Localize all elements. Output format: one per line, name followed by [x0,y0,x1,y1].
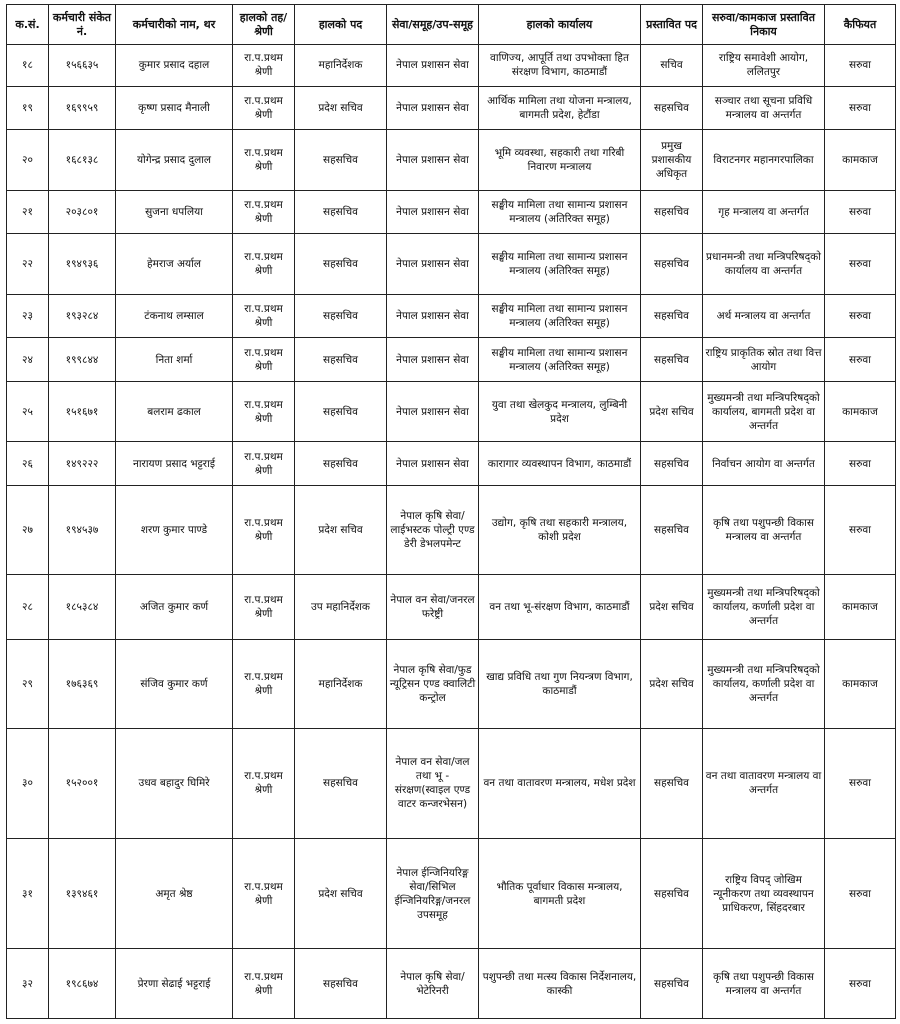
cell-current-level: रा.प.प्रथम श्रेणी [233,382,295,442]
cell-current-level: रा.प.प्रथम श्रेणी [233,486,295,574]
table-row [7,190,896,234]
cell-proposed-body: राष्ट्रिय समावेशी आयोग, ललितपुर [703,45,825,87]
cell-employee-name: अजित कुमार कर्ण [116,574,233,640]
cell-current-office: उद्योग, कृषि तथा सहकारी मन्त्रालय, कोशी प्रदेश [479,486,641,574]
cell-employee-name: नारायण प्रसाद भट्टराई [116,442,233,486]
cell-service-group: नेपाल प्रशासन सेवा [387,45,479,87]
cell-current-post: सहसचिव [295,442,387,486]
cell-proposed-post: प्रदेश सचिव [641,382,703,442]
cell-employee-code: १६८१३८ [49,130,116,190]
transfer-table [6,4,896,1019]
cell-service-group: नेपाल कृषि सेवा/फुड न्यूट्रिसन एण्ड क्वालिटी कन्ट्रोल [387,640,479,728]
cell-current-office: वाणिज्य, आपूर्ति तथा उपभोक्ता हित संरक्षण विभाग, काठमाडौं [479,45,641,87]
cell-employee-code: १६९९५९ [49,86,116,130]
cell-employee-code: १५२००१ [49,728,116,838]
cell-proposed-post: सहसचिव [641,728,703,838]
cell-remarks: सरुवा [825,190,896,234]
cell-current-office: भूमि व्यवस्था, सहकारी तथा गरिबी निवारण मन्त्रालय [479,130,641,190]
cell-remarks: कामकाज [825,640,896,728]
cell-current-level: रा.प.प्रथम श्रेणी [233,949,295,1019]
cell-current-level: रा.प.प्रथम श्रेणी [233,640,295,728]
cell-remarks: सरुवा [825,45,896,87]
cell-service-group: नेपाल कृषि सेवा/लाईभस्टक पोल्ट्री एण्ड डेरी डेभलपमेन्ट [387,486,479,574]
table-row [7,640,896,728]
cell-remarks: सरुवा [825,949,896,1019]
cell-proposed-post: सहसचिव [641,86,703,130]
cell-proposed-post: सहसचिव [641,486,703,574]
cell-proposed-post: सहसचिव [641,234,703,294]
cell-employee-name: योगेन्द्र प्रसाद दुलाल [116,130,233,190]
cell-employee-name: सुजना धपलिया [116,190,233,234]
cell-current-post: प्रदेश सचिव [295,838,387,948]
header-proposed-post: प्रस्तावित पद [641,5,703,45]
cell-proposed-body: मुख्यमन्त्री तथा मन्त्रिपरिषद्को कार्यालय, कर्णाली प्रदेश वा अन्तर्गत [703,574,825,640]
cell-serial: २८ [7,574,49,640]
cell-service-group: नेपाल प्रशासन सेवा [387,86,479,130]
cell-current-office: पशुपन्छी तथा मत्स्य विकास निर्देशनालय, कास्की [479,949,641,1019]
cell-current-office: खाद्य प्रविधि तथा गुण नियन्त्रण विभाग, काठमाडौं [479,640,641,728]
cell-current-post: महानिर्देशक [295,45,387,87]
cell-current-post: सहसचिव [295,728,387,838]
table-row [7,949,896,1019]
cell-current-level: रा.प.प्रथम श्रेणी [233,190,295,234]
cell-service-group: नेपाल प्रशासन सेवा [387,190,479,234]
cell-employee-name: कृष्ण प्रसाद मैनाली [116,86,233,130]
cell-current-level: रा.प.प्रथम श्रेणी [233,838,295,948]
header-current-post: हालको पद [295,5,387,45]
cell-service-group: नेपाल वन सेवा/जनरल फरेष्ट्री [387,574,479,640]
cell-current-post: सहसचिव [295,382,387,442]
header-serial: क.सं. [7,5,49,45]
cell-employee-name: अमृत श्रेष्ठ [116,838,233,948]
cell-proposed-body: कृषि तथा पशुपन्छी विकास मन्त्रालय वा अन्तर्गत [703,486,825,574]
cell-employee-name: कुमार प्रसाद दहाल [116,45,233,87]
cell-serial: १८ [7,45,49,87]
cell-proposed-post: प्रमुख प्रशासकीय अधिकृत [641,130,703,190]
cell-current-post: सहसचिव [295,130,387,190]
cell-proposed-post: सहसचिव [641,294,703,338]
cell-current-office: सङ्घीय मामिला तथा सामान्य प्रशासन मन्त्रालय (अतिरिक्त समूह) [479,338,641,382]
cell-service-group: नेपाल कृषि सेवा/भेटेरिनरी [387,949,479,1019]
cell-proposed-post: सहसचिव [641,190,703,234]
cell-proposed-body: प्रधानमन्त्री तथा मन्त्रिपरिषद्को कार्यालय वा अन्तर्गत [703,234,825,294]
cell-employee-name: निता शर्मा [116,338,233,382]
cell-proposed-post: प्रदेश सचिव [641,574,703,640]
cell-current-office: भौतिक पूर्वाधार विकास मन्त्रालय, बागमती प्रदेश [479,838,641,948]
cell-employee-name: संजिव कुमार कर्ण [116,640,233,728]
cell-current-office: सङ्घीय मामिला तथा सामान्य प्रशासन मन्त्रालय (अतिरिक्त समूह) [479,294,641,338]
cell-serial: २७ [7,486,49,574]
cell-employee-code: १९३२८४ [49,294,116,338]
cell-service-group: नेपाल वन सेवा/जल तथा भू - संरक्षण(स्वाइल एण्ड वाटर कन्जरभेसन) [387,728,479,838]
cell-employee-code: १८५३८४ [49,574,116,640]
cell-remarks: सरुवा [825,294,896,338]
cell-current-post: सहसचिव [295,190,387,234]
cell-current-post: सहसचिव [295,338,387,382]
cell-proposed-body: मुख्यमन्त्री तथा मन्त्रिपरिषद्को कार्यालय, बागमती प्रदेश वा अन्तर्गत [703,382,825,442]
cell-proposed-post: सहसचिव [641,442,703,486]
header-current-office: हालको कार्यालय [479,5,641,45]
cell-employee-name: उधव बहादुर घिमिरे [116,728,233,838]
cell-employee-code: १४९२२२ [49,442,116,486]
cell-employee-code: २०३८०१ [49,190,116,234]
cell-proposed-post: सहसचिव [641,949,703,1019]
cell-employee-name: बलराम ढकाल [116,382,233,442]
cell-current-post: प्रदेश सचिव [295,486,387,574]
header-employee-name: कर्मचारीको नाम, थर [116,5,233,45]
cell-service-group: नेपाल प्रशासन सेवा [387,234,479,294]
cell-remarks: सरुवा [825,486,896,574]
cell-service-group: नेपाल प्रशासन सेवा [387,338,479,382]
cell-remarks: सरुवा [825,442,896,486]
cell-employee-code: १९४९३६ [49,234,116,294]
cell-current-post: प्रदेश सचिव [295,86,387,130]
cell-current-level: रा.प.प्रथम श्रेणी [233,45,295,87]
cell-serial: ३० [7,728,49,838]
cell-remarks: सरुवा [825,838,896,948]
cell-proposed-body: गृह मन्त्रालय वा अन्तर्गत [703,190,825,234]
header-service-group: सेवा/समूह/उप-समूह [387,5,479,45]
cell-employee-code: १९९८४४ [49,338,116,382]
cell-employee-name: टंकनाथ लम्साल [116,294,233,338]
cell-serial: २९ [7,640,49,728]
cell-service-group: नेपाल प्रशासन सेवा [387,130,479,190]
table-row [7,130,896,190]
cell-current-post: सहसचिव [295,294,387,338]
cell-current-level: रा.प.प्रथम श्रेणी [233,442,295,486]
cell-proposed-body: निर्वाचन आयोग वा अन्तर्गत [703,442,825,486]
cell-remarks: कामकाज [825,382,896,442]
cell-employee-code: १९८६७४ [49,949,116,1019]
table-row [7,338,896,382]
cell-current-post: सहसचिव [295,234,387,294]
cell-serial: ३२ [7,949,49,1019]
cell-serial: २३ [7,294,49,338]
cell-current-level: रा.प.प्रथम श्रेणी [233,130,295,190]
cell-current-office: युवा तथा खेलकुद मन्त्रालय, लुम्बिनी प्रदेश [479,382,641,442]
cell-serial: १९ [7,86,49,130]
cell-serial: २६ [7,442,49,486]
cell-proposed-body: वन तथा वातावरण मन्त्रालय वा अन्तर्गत [703,728,825,838]
cell-remarks: सरुवा [825,728,896,838]
cell-proposed-body: विराटनगर महानगरपालिका [703,130,825,190]
header-current-level: हालको तह/श्रेणी [233,5,295,45]
cell-current-office: सङ्घीय मामिला तथा सामान्य प्रशासन मन्त्रालय (अतिरिक्त समूह) [479,190,641,234]
cell-current-level: रा.प.प्रथम श्रेणी [233,86,295,130]
table-row [7,728,896,838]
cell-proposed-post: सहसचिव [641,838,703,948]
cell-proposed-body: राष्ट्रिय विपद् जोखिम न्यूनीकरण तथा व्यवस्थापन प्राधिकरण, सिंहदरबार [703,838,825,948]
table-row [7,86,896,130]
cell-proposed-body: सञ्चार तथा सूचना प्रविधि मन्त्रालय वा अन्तर्गत [703,86,825,130]
cell-employee-code: १७६३६९ [49,640,116,728]
cell-current-office: वन तथा भू-संरक्षण विभाग, काठमाडौं [479,574,641,640]
cell-current-level: रा.प.प्रथम श्रेणी [233,574,295,640]
cell-service-group: नेपाल प्रशासन सेवा [387,382,479,442]
cell-service-group: नेपाल प्रशासन सेवा [387,294,479,338]
cell-current-office: कारागार व्यवस्थापन विभाग, काठमाडौं [479,442,641,486]
cell-service-group: नेपाल ईन्जिनियरिङ्ग सेवा/सिभिल ईन्जिनियरिङ्ग/जनरल उपसमूह [387,838,479,948]
table-row [7,574,896,640]
cell-proposed-post: सचिव [641,45,703,87]
cell-current-level: रा.प.प्रथम श्रेणी [233,338,295,382]
cell-current-post: उप महानिर्देशक [295,574,387,640]
cell-remarks: सरुवा [825,86,896,130]
cell-proposed-body: मुख्यमन्त्री तथा मन्त्रिपरिषद्को कार्यालय, कर्णाली प्रदेश वा अन्तर्गत [703,640,825,728]
table-row [7,442,896,486]
table-row [7,382,896,442]
cell-employee-code: १५१६७१ [49,382,116,442]
cell-employee-name: प्रेरणा सेढाई भट्टराई [116,949,233,1019]
cell-current-level: रा.प.प्रथम श्रेणी [233,234,295,294]
cell-employee-code: १९४५३७ [49,486,116,574]
cell-service-group: नेपाल प्रशासन सेवा [387,442,479,486]
cell-serial: २५ [7,382,49,442]
cell-proposed-body: राष्ट्रिय प्राकृतिक स्रोत तथा वित्त आयोग [703,338,825,382]
table-row [7,486,896,574]
table-row [7,838,896,948]
cell-remarks: सरुवा [825,338,896,382]
cell-proposed-body: कृषि तथा पशुपन्छी विकास मन्त्रालय वा अन्तर्गत [703,949,825,1019]
cell-current-post: सहसचिव [295,949,387,1019]
table-row [7,234,896,294]
cell-proposed-body: अर्थ मन्त्रालय वा अन्तर्गत [703,294,825,338]
cell-serial: २० [7,130,49,190]
cell-current-level: रा.प.प्रथम श्रेणी [233,728,295,838]
cell-current-post: महानिर्देशक [295,640,387,728]
cell-employee-name: शरण कुमार पाण्डे [116,486,233,574]
cell-serial: २१ [7,190,49,234]
cell-serial: ३१ [7,838,49,948]
table-row [7,45,896,87]
cell-proposed-post: प्रदेश सचिव [641,640,703,728]
cell-employee-code: १५६६३५ [49,45,116,87]
cell-employee-code: १३९४६१ [49,838,116,948]
cell-current-office: वन तथा वातावरण मन्त्रालय, मधेश प्रदेश [479,728,641,838]
header-remarks: कैफियत [825,5,896,45]
cell-serial: २४ [7,338,49,382]
cell-remarks: सरुवा [825,234,896,294]
cell-current-office: आर्थिक मामिला तथा योजना मन्त्रालय, बागमती प्रदेश, हेटौंडा [479,86,641,130]
header-employee-code: कर्मचारी संकेत नं. [49,5,116,45]
cell-current-office: सङ्घीय मामिला तथा सामान्य प्रशासन मन्त्रालय (अतिरिक्त समूह) [479,234,641,294]
cell-remarks: कामकाज [825,130,896,190]
cell-proposed-post: सहसचिव [641,338,703,382]
header-row [7,5,896,45]
cell-serial: २२ [7,234,49,294]
table-row [7,294,896,338]
cell-remarks: कामकाज [825,574,896,640]
cell-employee-name: हेमराज अर्याल [116,234,233,294]
cell-current-level: रा.प.प्रथम श्रेणी [233,294,295,338]
header-proposed-body: सरुवा/कामकाज प्रस्तावित निकाय [703,5,825,45]
